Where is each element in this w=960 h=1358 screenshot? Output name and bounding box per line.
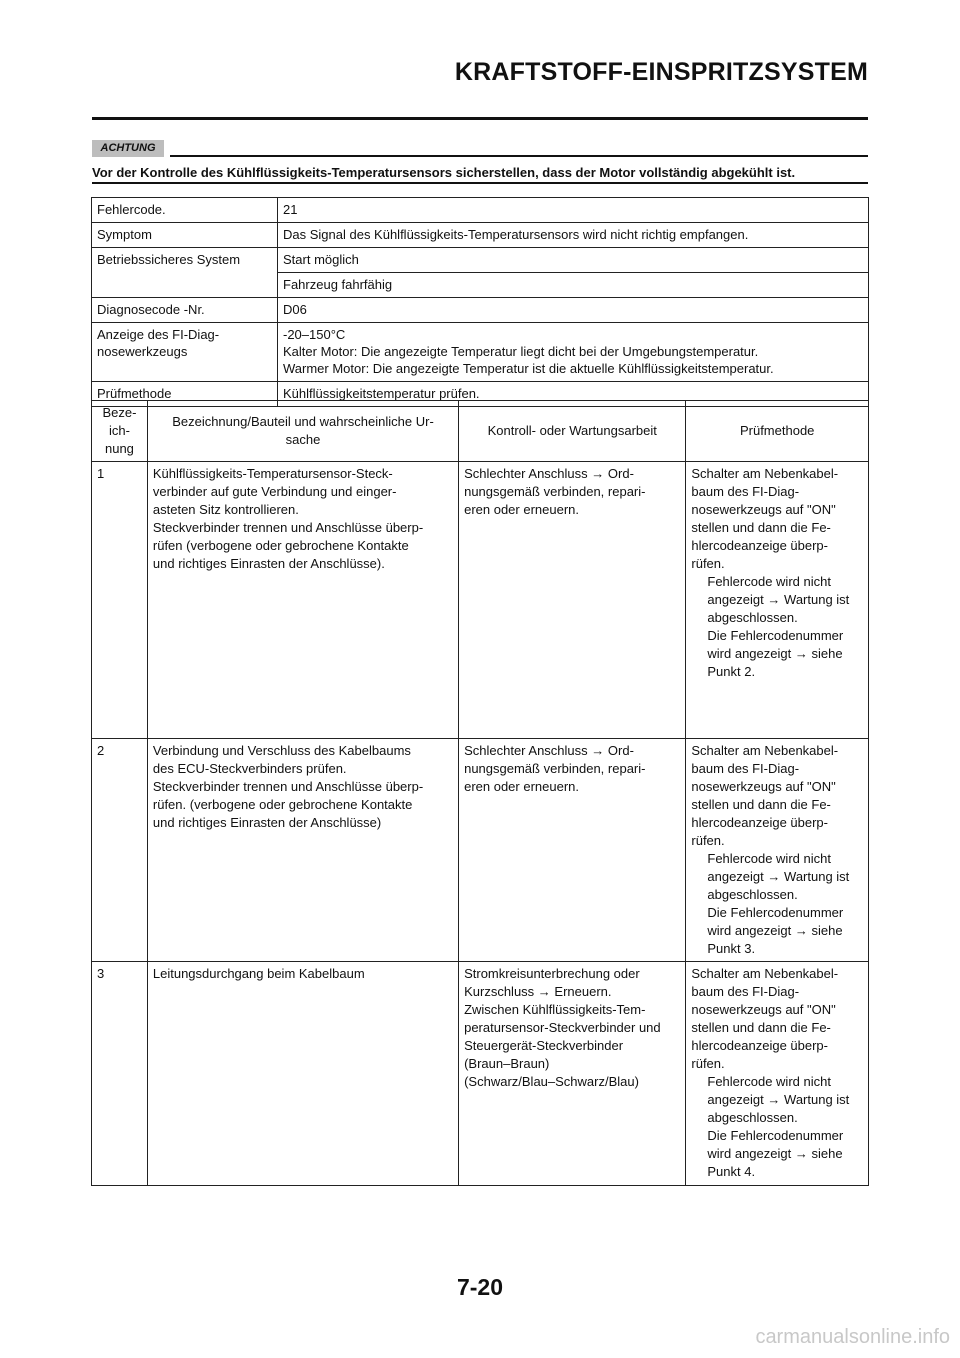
text-segment: siehe — [811, 923, 843, 938]
row-wartung — [459, 962, 686, 1186]
col-header-wartung: Kontroll- oder Wartungsarbeit — [459, 401, 686, 462]
arrow-right-icon: → — [591, 466, 605, 481]
row-bauteil — [147, 739, 458, 962]
text-line: und richtiges Einrasten der Anschlüsse). — [152, 556, 385, 571]
info-value: Kühlflüssigkeitstemperatur prüfen. — [278, 382, 869, 407]
text-segment: Wartung ist — [784, 592, 850, 607]
info-value: Das Signal des Kühlflüssigkeits-Temperatursensors wird nicht richtig empfangen. — [278, 223, 869, 248]
text-segment: wird angezeigt — [707, 646, 792, 661]
text-line: hlercodeanzeige überp- — [691, 538, 828, 553]
text-line: rüfen (verbogene oder gebrochene Kontakte — [152, 538, 409, 553]
text-line: (Braun–Braun) — [464, 1056, 550, 1071]
text-line: Stromkreisunterbrechung oder — [464, 966, 640, 981]
text-line — [691, 1091, 863, 1109]
text-segment: siehe — [811, 1146, 843, 1161]
table-row — [92, 962, 869, 1186]
row-pruefmethode — [686, 739, 869, 962]
text-line — [691, 868, 863, 886]
row-number: 1 — [92, 462, 148, 739]
caution-rule — [170, 155, 868, 157]
text-line: stellen und dann die Fe- — [691, 520, 831, 535]
text-line: abgeschlossen. — [707, 610, 798, 625]
col-header-line: Beze- — [102, 405, 137, 420]
text-line: Steckverbinder trennen und Anschlüsse überp- — [152, 779, 424, 794]
text-line: Die Fehlercodenummer — [707, 1128, 844, 1143]
info-key: Symptom — [92, 223, 278, 248]
text-line — [691, 1145, 863, 1163]
text-line: rüfen. — [691, 556, 725, 571]
caution-badge: ACHTUNG — [92, 140, 164, 157]
info-value-line: -20–150°C — [283, 327, 346, 342]
text-line: baum des FI-Diag- — [691, 984, 800, 999]
row-bauteil: Leitungsdurchgang beim Kabelbaum — [147, 962, 458, 1186]
row-pruefmethode — [686, 962, 869, 1186]
table-row — [92, 739, 869, 962]
arrow-right-icon: → — [767, 1092, 781, 1107]
text-segment: Schlechter Anschluss — [464, 743, 588, 758]
text-segment: Wartung ist — [784, 869, 850, 884]
text-line: Steckverbinder trennen und Anschlüsse überp- — [152, 520, 424, 535]
info-row-symptom — [92, 223, 869, 248]
info-value: D06 — [278, 298, 869, 323]
arrow-right-icon: → — [591, 743, 605, 758]
info-key — [92, 323, 278, 382]
row-number: 2 — [92, 739, 148, 962]
text-line: Schalter am Nebenkabel- — [691, 466, 839, 481]
text-line: rüfen. (verbogene oder gebrochene Kontakte — [152, 797, 413, 812]
info-key: Fehlercode. — [92, 198, 278, 223]
text-line: hlercodeanzeige überp- — [691, 815, 828, 830]
text-segment: Schlechter Anschluss — [464, 466, 588, 481]
row-number: 3 — [92, 962, 148, 1186]
text-line: hlercodeanzeige überp- — [691, 1038, 828, 1053]
diagnosis-header-row — [92, 401, 869, 462]
watermark: carmanualsonline.info — [755, 1326, 950, 1348]
text-line: und richtiges Einrasten der Anschlüsse) — [152, 815, 382, 830]
info-key: Prüfmethode — [92, 382, 278, 407]
header-rule — [92, 117, 868, 120]
text-segment: wird angezeigt — [707, 923, 792, 938]
text-line: abgeschlossen. — [707, 1110, 798, 1125]
text-line: peratursensor-Steckverbinder und — [464, 1020, 661, 1035]
row-bauteil — [147, 462, 458, 739]
info-value: Fahrzeug fahrfähig — [278, 273, 869, 298]
arrow-right-icon: → — [537, 984, 551, 999]
text-line: nosewerkzeugs auf "ON" — [691, 502, 836, 517]
text-line: Die Fehlercodenummer — [707, 905, 844, 920]
text-line: baum des FI-Diag- — [691, 761, 800, 776]
text-line: Fehlercode wird nicht — [707, 851, 831, 866]
caution-bottom-rule — [92, 182, 868, 184]
info-row-anzeige — [92, 323, 869, 382]
text-line — [464, 465, 680, 483]
text-line: (Schwarz/Blau–Schwarz/Blau) — [464, 1074, 639, 1089]
text-line: rüfen. — [691, 1056, 725, 1071]
col-header-nummer — [92, 401, 148, 462]
text-line: nungsgemäß verbinden, repari- — [464, 484, 646, 499]
row-pruefmethode — [686, 462, 869, 739]
col-header-line: Bezeichnung/Bauteil und wahrscheinliche Ur- — [172, 414, 434, 429]
info-key: Betriebssicheres System — [92, 248, 278, 298]
arrow-right-icon: → — [794, 1146, 808, 1161]
arrow-right-icon: → — [794, 923, 808, 938]
text-line: abgeschlossen. — [707, 887, 798, 902]
info-value: 21 — [278, 198, 869, 223]
arrow-right-icon: → — [767, 592, 781, 607]
col-header-bauteil — [147, 401, 458, 462]
text-line: stellen und dann die Fe- — [691, 797, 831, 812]
text-line: Punkt 4. — [707, 1164, 756, 1179]
info-table — [91, 197, 869, 407]
text-line: eren oder erneuern. — [464, 779, 580, 794]
text-line: Verbindung und Verschluss des Kabelbaums — [152, 743, 411, 758]
text-line: Fehlercode wird nicht — [707, 1074, 831, 1089]
info-row-betrieb — [92, 248, 869, 273]
text-line: eren oder erneuern. — [464, 502, 580, 517]
text-segment: siehe — [811, 646, 843, 661]
text-line — [691, 645, 863, 663]
text-line: asteten Sitz kontrollieren. — [152, 502, 299, 517]
text-line: baum des FI-Diag- — [691, 484, 800, 499]
text-segment: angezeigt — [707, 592, 764, 607]
text-line — [691, 922, 863, 940]
table-row — [92, 462, 869, 739]
text-segment: Ord- — [607, 743, 634, 758]
text-line — [464, 983, 680, 1001]
col-header-line: ich- — [108, 423, 130, 438]
text-line — [691, 591, 863, 609]
text-segment: angezeigt — [707, 1092, 764, 1107]
text-segment: wird angezeigt — [707, 1146, 792, 1161]
info-key: Diagnosecode -Nr. — [92, 298, 278, 323]
page-title: KRAFTSTOFF-EINSPRITZSYSTEM — [454, 58, 868, 86]
text-line: nungsgemäß verbinden, repari- — [464, 761, 646, 776]
text-line: Fehlercode wird nicht — [707, 574, 831, 589]
row-wartung — [459, 739, 686, 962]
col-header-line: sache — [285, 432, 321, 447]
text-line: Die Fehlercodenummer — [707, 628, 844, 643]
info-row-fehlercode — [92, 198, 869, 223]
info-value-line: Kalter Motor: Die angezeigte Temperatur liegt dicht bei der Umgebungstemperatur. — [283, 344, 759, 359]
col-header-pruefmethode: Prüfmethode — [686, 401, 869, 462]
info-value: Start möglich — [278, 248, 869, 273]
text-line: Punkt 2. — [707, 664, 756, 679]
text-line: Zwischen Kühlflüssigkeits-Tem- — [464, 1002, 646, 1017]
page-number: 7-20 — [456, 1274, 504, 1300]
info-key-line: Anzeige des FI-Diag- — [97, 327, 220, 342]
info-key-line: nosewerkzeugs — [97, 344, 188, 359]
text-line: rüfen. — [691, 833, 725, 848]
diagnosis-table — [91, 400, 869, 1186]
col-header-line: nung — [104, 441, 134, 456]
info-value — [278, 323, 869, 382]
text-segment: Ord- — [607, 466, 634, 481]
info-row-diagnosecode — [92, 298, 869, 323]
text-line: nosewerkzeugs auf "ON" — [691, 779, 836, 794]
text-segment: Erneuern. — [554, 984, 612, 999]
caution-header — [92, 140, 868, 158]
text-segment: Kurzschluss — [464, 984, 535, 999]
text-line: des ECU-Steckverbinders prüfen. — [152, 761, 347, 776]
text-line: Punkt 3. — [707, 941, 756, 956]
arrow-right-icon: → — [794, 646, 808, 661]
text-line: stellen und dann die Fe- — [691, 1020, 831, 1035]
text-line: Steuergerät-Steckverbinder — [464, 1038, 624, 1053]
text-line — [464, 742, 680, 760]
text-segment: angezeigt — [707, 869, 764, 884]
text-line: Schalter am Nebenkabel- — [691, 966, 839, 981]
info-value-line: Warmer Motor: Die angezeigte Temperatur ist die aktuelle Kühlflüssigkeitstemperatur. — [283, 361, 774, 376]
text-line: Kühlflüssigkeits-Temperatursensor-Steck- — [152, 466, 393, 481]
row-wartung — [459, 462, 686, 739]
arrow-right-icon: → — [767, 869, 781, 884]
text-line: Schalter am Nebenkabel- — [691, 743, 839, 758]
caution-text: Vor der Kontrolle des Kühlflüssigkeits-Temperatursensors sicherstellen, dass der Motor vollständig abgekühlt ist. — [92, 165, 796, 180]
text-line: verbinder auf gute Verbindung und einger- — [152, 484, 397, 499]
text-segment: Wartung ist — [784, 1092, 850, 1107]
text-line: nosewerkzeugs auf "ON" — [691, 1002, 836, 1017]
